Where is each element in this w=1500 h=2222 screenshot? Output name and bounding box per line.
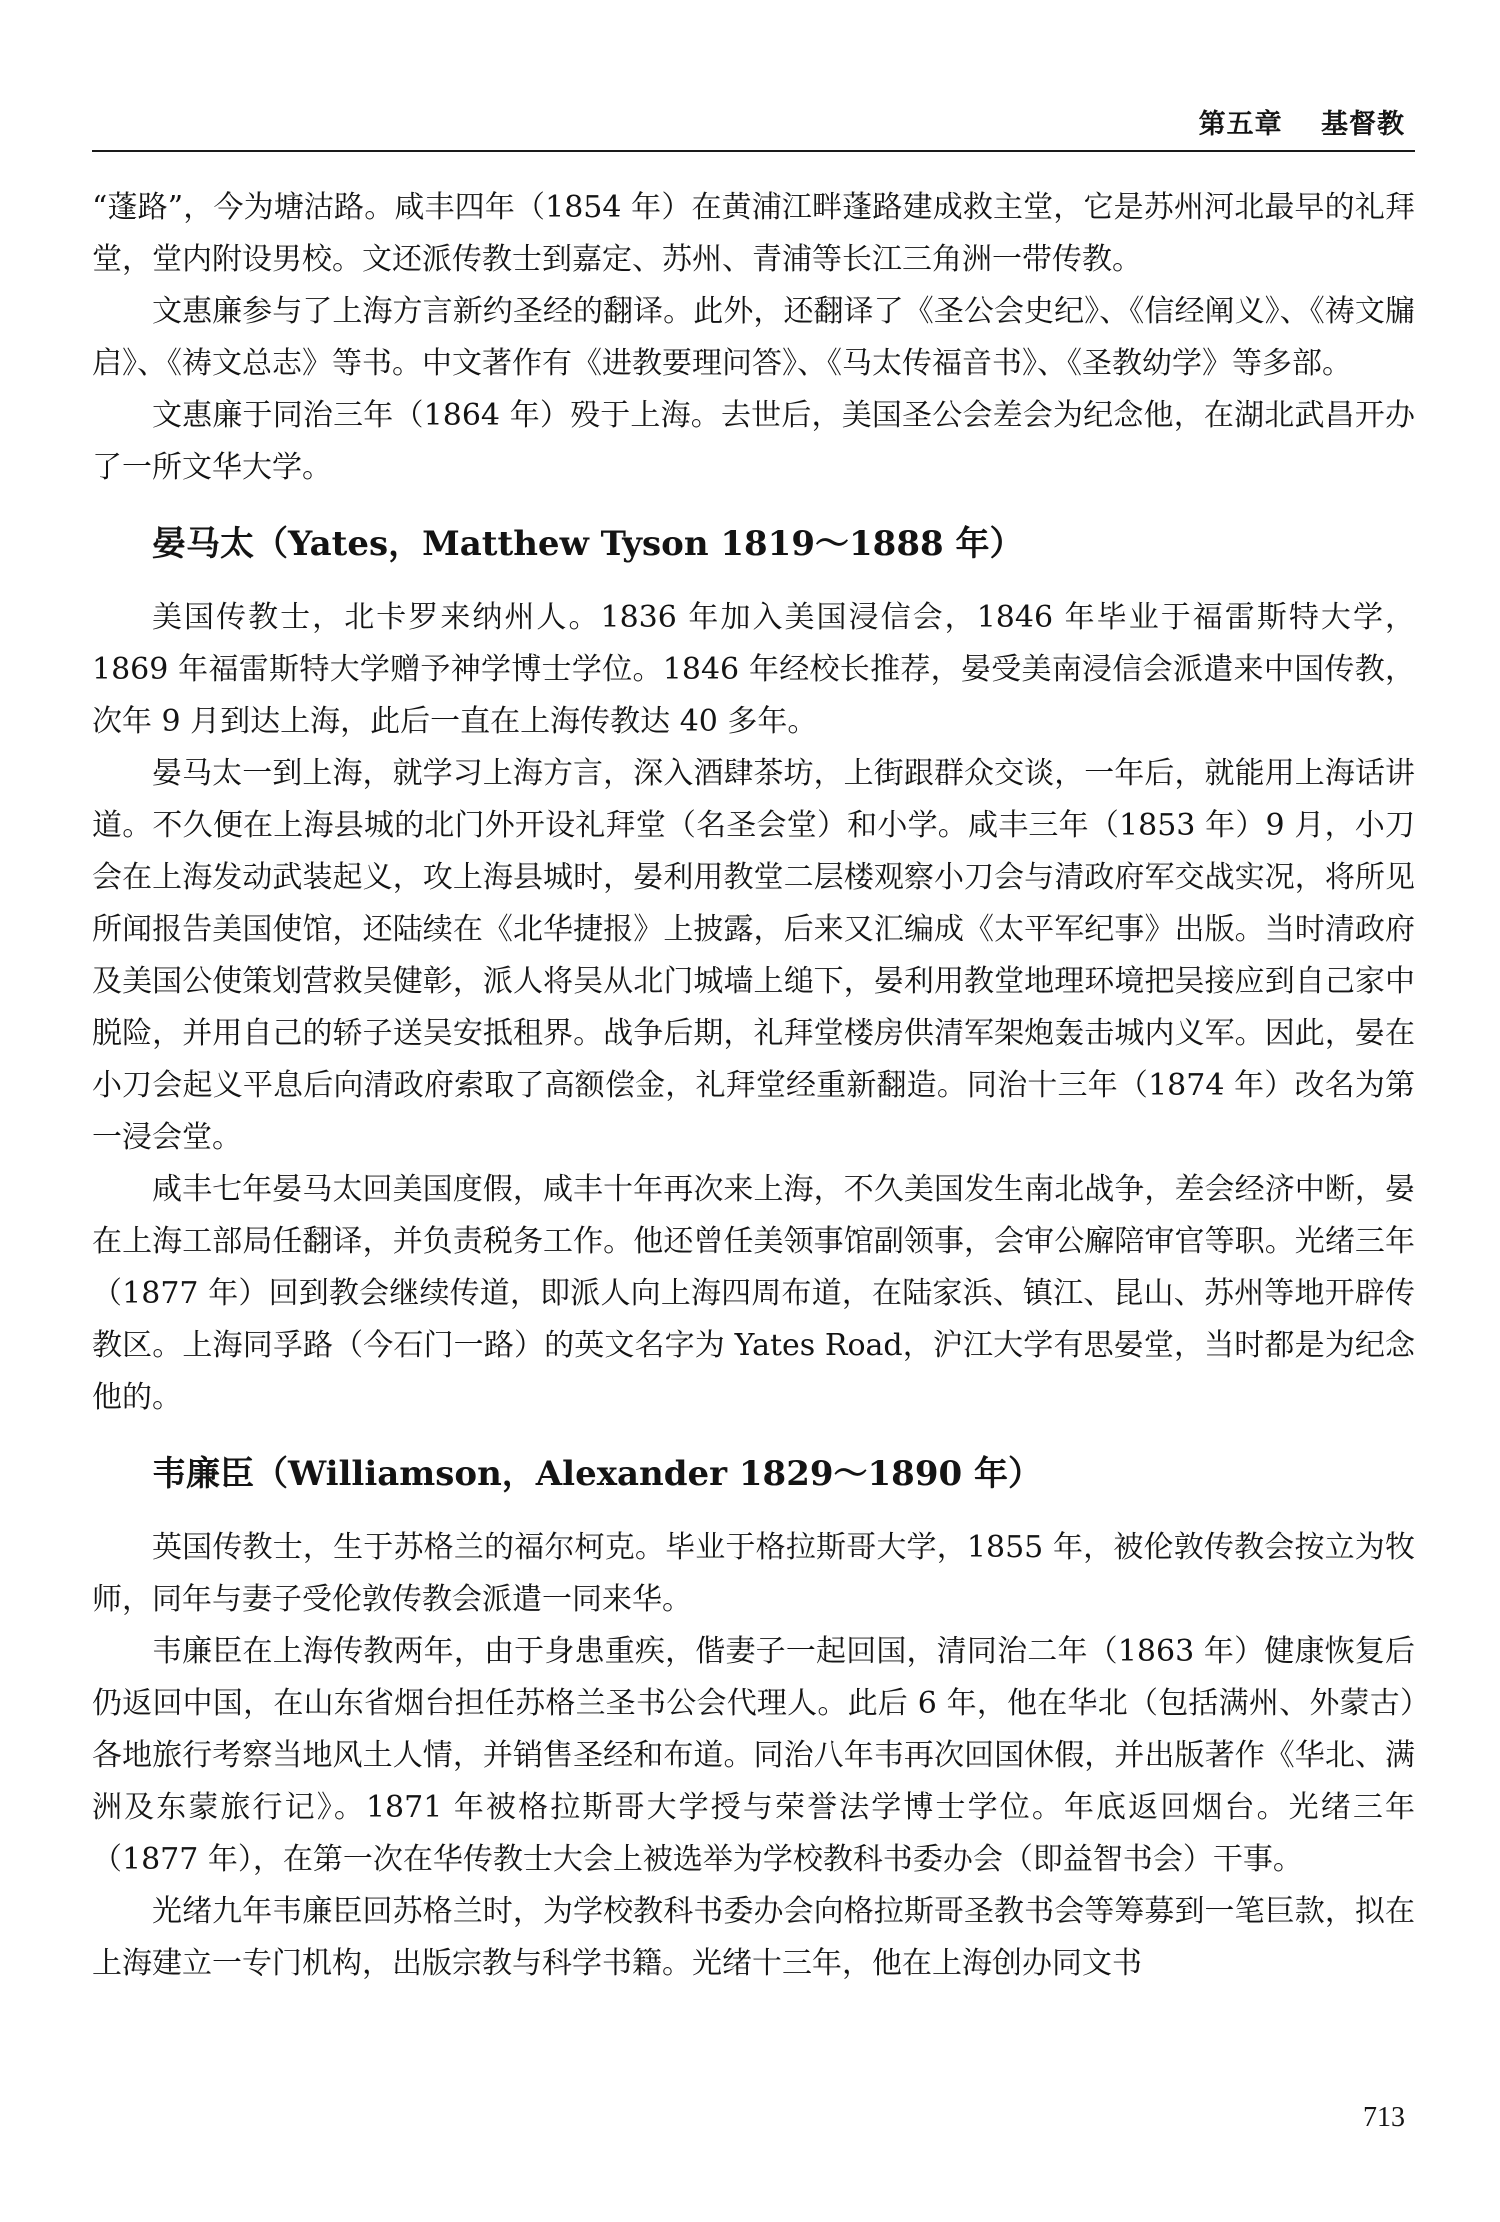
paragraph: 英国传教士，生于苏格兰的福尔柯克。毕业于格拉斯哥大学，1855 年，被伦敦传教会按立为牧师，同年与妻子受伦敦传教会派遣一同来华。 [92, 1530, 1415, 1617]
section-heading-williamson: 韦廉臣（Williamson，Alexander 1829～1890 年） [152, 1454, 1042, 1494]
section-label: 基督教 [1321, 109, 1405, 140]
paragraph: 韦廉臣在上海传教两年，由于身患重疾，偕妻子一起回国，清同治二年（1863 年）健康恢复后仍返回中国，在山东省烟台担任苏格兰圣书公会代理人。此后 6 年，他在华北（包括满州、外蒙古）各地旅行考察当地风土人情，并销售圣经和布道。同治八年韦再次回国休假，并出版著作《华北、满洲及东蒙旅行记》。1871 年被格拉斯哥大学授与荣誉法学博士学位。年底返回烟台。光绪三年（1877 年），在第一次在华传教士大会上被选举为学校教科书委办会（即益智书会）干事。 [92, 1634, 1415, 1877]
paragraph: “蓬路”，今为塘沽路。咸丰四年（1854 年）在黄浦江畔蓬路建成救主堂，它是苏州河北最早的礼拜堂，堂内附设男校。文还派传教士到嘉定、苏州、青浦等长江三角洲一带传教。 [92, 190, 1415, 277]
section-heading-yates: 晏马太（Yates，Matthew Tyson 1819～1888 年） [152, 524, 1024, 564]
paragraph: 文惠廉于同治三年（1864 年）殁于上海。去世后，美国圣公会差会为纪念他，在湖北武昌开办了一所文华大学。 [92, 398, 1415, 485]
paragraph: 文惠廉参与了上海方言新约圣经的翻译。此外，还翻译了《圣公会史纪》、《信经阐义》、《祷文牖启》、《祷文总志》等书。中文著作有《进教要理问答》、《马太传福音书》、《圣教幼学》等多部。 [92, 294, 1415, 381]
running-header [1199, 102, 1405, 141]
body-text [92, 182, 1415, 1990]
paragraph: 晏马太一到上海，就学习上海方言，深入酒肆茶坊，上街跟群众交谈，一年后，就能用上海话讲道。不久便在上海县城的北门外开设礼拜堂（名圣会堂）和小学。咸丰三年（1853 年）9 月，小刀会在上海发动武装起义，攻上海县城时，晏利用教堂二层楼观察小刀会与清政府军交战实况，将所见所闻报告美国使馆，还陆续在《北华捷报》上披露，后来又汇编成《太平军纪事》出版。当时清政府及美国公使策划营救吴健彰，派人将吴从北门城墙上缒下，晏利用教堂地理环境把吴接应到自己家中脱险，并用自己的轿子送吴安抵租界。战争后期，礼拜堂楼房供清军架炮轰击城内义军。因此，晏在小刀会起义平息后向清政府索取了高额偿金，礼拜堂经重新翻造。同治十三年（1874 年）改名为第一浸会堂。 [92, 756, 1415, 1155]
page-number: 713 [1363, 2102, 1405, 2133]
chapter-label: 第五章 [1198, 109, 1283, 140]
paragraph: 光绪九年韦廉臣回苏格兰时，为学校教科书委办会向格拉斯哥圣教书会等筹募到一笔巨款，拟在上海建立一专门机构，出版宗教与科学书籍。光绪十三年，他在上海创办同文书 [92, 1894, 1415, 1981]
paragraph: 咸丰七年晏马太回美国度假，咸丰十年再次来上海，不久美国发生南北战争，差会经济中断，晏在上海工部局任翻译，并负责税务工作。他还曾任美领事馆副领事，会审公廨陪审官等职。光绪三年（1877 年）回到教会继续传道，即派人向上海四周布道，在陆家浜、镇江、昆山、苏州等地开辟传教区。上海同孚路（今石门一路）的英文名字为 Yates Road，沪江大学有思晏堂，当时都是为纪念他的。 [92, 1172, 1415, 1415]
header-divider [92, 150, 1415, 152]
paragraph: 美国传教士，北卡罗来纳州人。1836 年加入美国浸信会，1846 年毕业于福雷斯特大学，1869 年福雷斯特大学赠予神学博士学位。1846 年经校长推荐，晏受美南浸信会派遣来中国传教，次年 9 月到达上海，此后一直在上海传教达 40 多年。 [92, 600, 1415, 739]
